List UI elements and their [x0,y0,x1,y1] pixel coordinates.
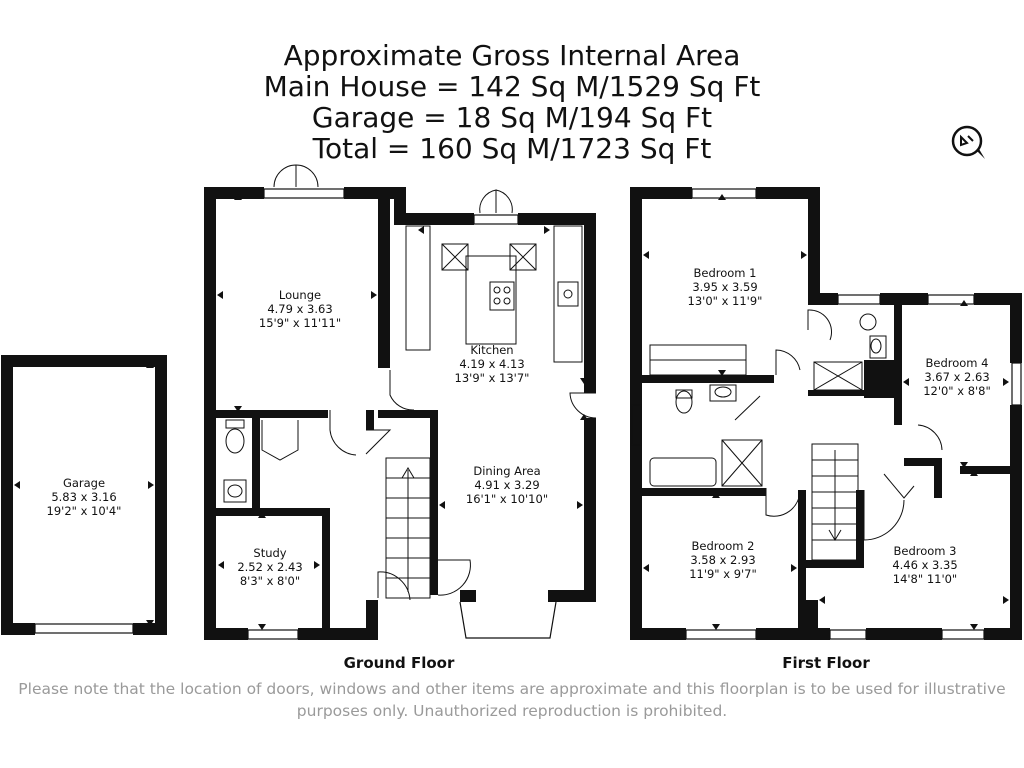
bedroom4-metric: 3.67 x 2.63 [924,370,990,384]
study-imperial: 8'3" x 8'0" [239,574,301,588]
bedroom4-imperial: 12'0" x 8'8" [923,384,991,398]
disclaimer-line-1: Please note that the location of doors, windows and other items are approximate and this floorplan is to be used for illustrative [18,680,1006,698]
garage-imperial: 19'2" x 10'4" [46,504,122,518]
bedroom3-metric: 4.46 x 3.35 [892,558,958,572]
bedroom3-name: Bedroom 3 [893,544,957,558]
kitchen-imperial: 13'9" x 13'7" [454,371,530,385]
lounge-metric: 4.79 x 3.63 [267,302,333,316]
study-metric: 2.52 x 2.43 [237,560,303,574]
area-total: Total = 160 Sq M/1723 Sq Ft [312,132,712,165]
disclaimer [0,678,1024,722]
study-name: Study [253,546,287,560]
windows [35,189,1021,639]
lounge-name: Lounge [278,288,322,302]
ground-floor-label: Ground Floor [343,654,455,672]
dining-name: Dining Area [473,464,541,478]
first-floor-label: First Floor [782,654,870,672]
garage-name: Garage [62,476,106,490]
dining-imperial: 16'1" x 10'10" [465,492,549,506]
lounge-imperial: 15'9" x 11'11" [258,316,342,330]
bedroom1-name: Bedroom 1 [693,266,757,280]
walls [1,187,1022,640]
bedroom2-imperial: 11'9" x 9'7" [689,567,757,581]
bedroom1-metric: 3.95 x 3.59 [692,280,758,294]
dining-metric: 4.91 x 3.29 [474,478,540,492]
area-main-house: Main House = 142 Sq M/1529 Sq Ft [263,70,761,103]
kitchen-metric: 4.19 x 4.13 [459,357,525,371]
bedroom3-imperial: 14'8" 11'0" [892,572,958,586]
area-garage: Garage = 18 Sq M/194 Sq Ft [311,101,713,134]
garage-metric: 5.83 x 3.16 [51,490,117,504]
bedroom2-metric: 3.58 x 2.93 [690,553,756,567]
bedroom2-name: Bedroom 2 [691,539,755,553]
door-swings [274,165,942,600]
bedroom4-name: Bedroom 4 [925,356,989,370]
kitchen-name: Kitchen [470,343,514,357]
bedroom1-imperial: 13'0" x 11'9" [687,294,763,308]
disclaimer-line-2: purposes only. Unauthorized reproduction is prohibited. [296,702,728,720]
area-title: Approximate Gross Internal Area [283,39,741,72]
